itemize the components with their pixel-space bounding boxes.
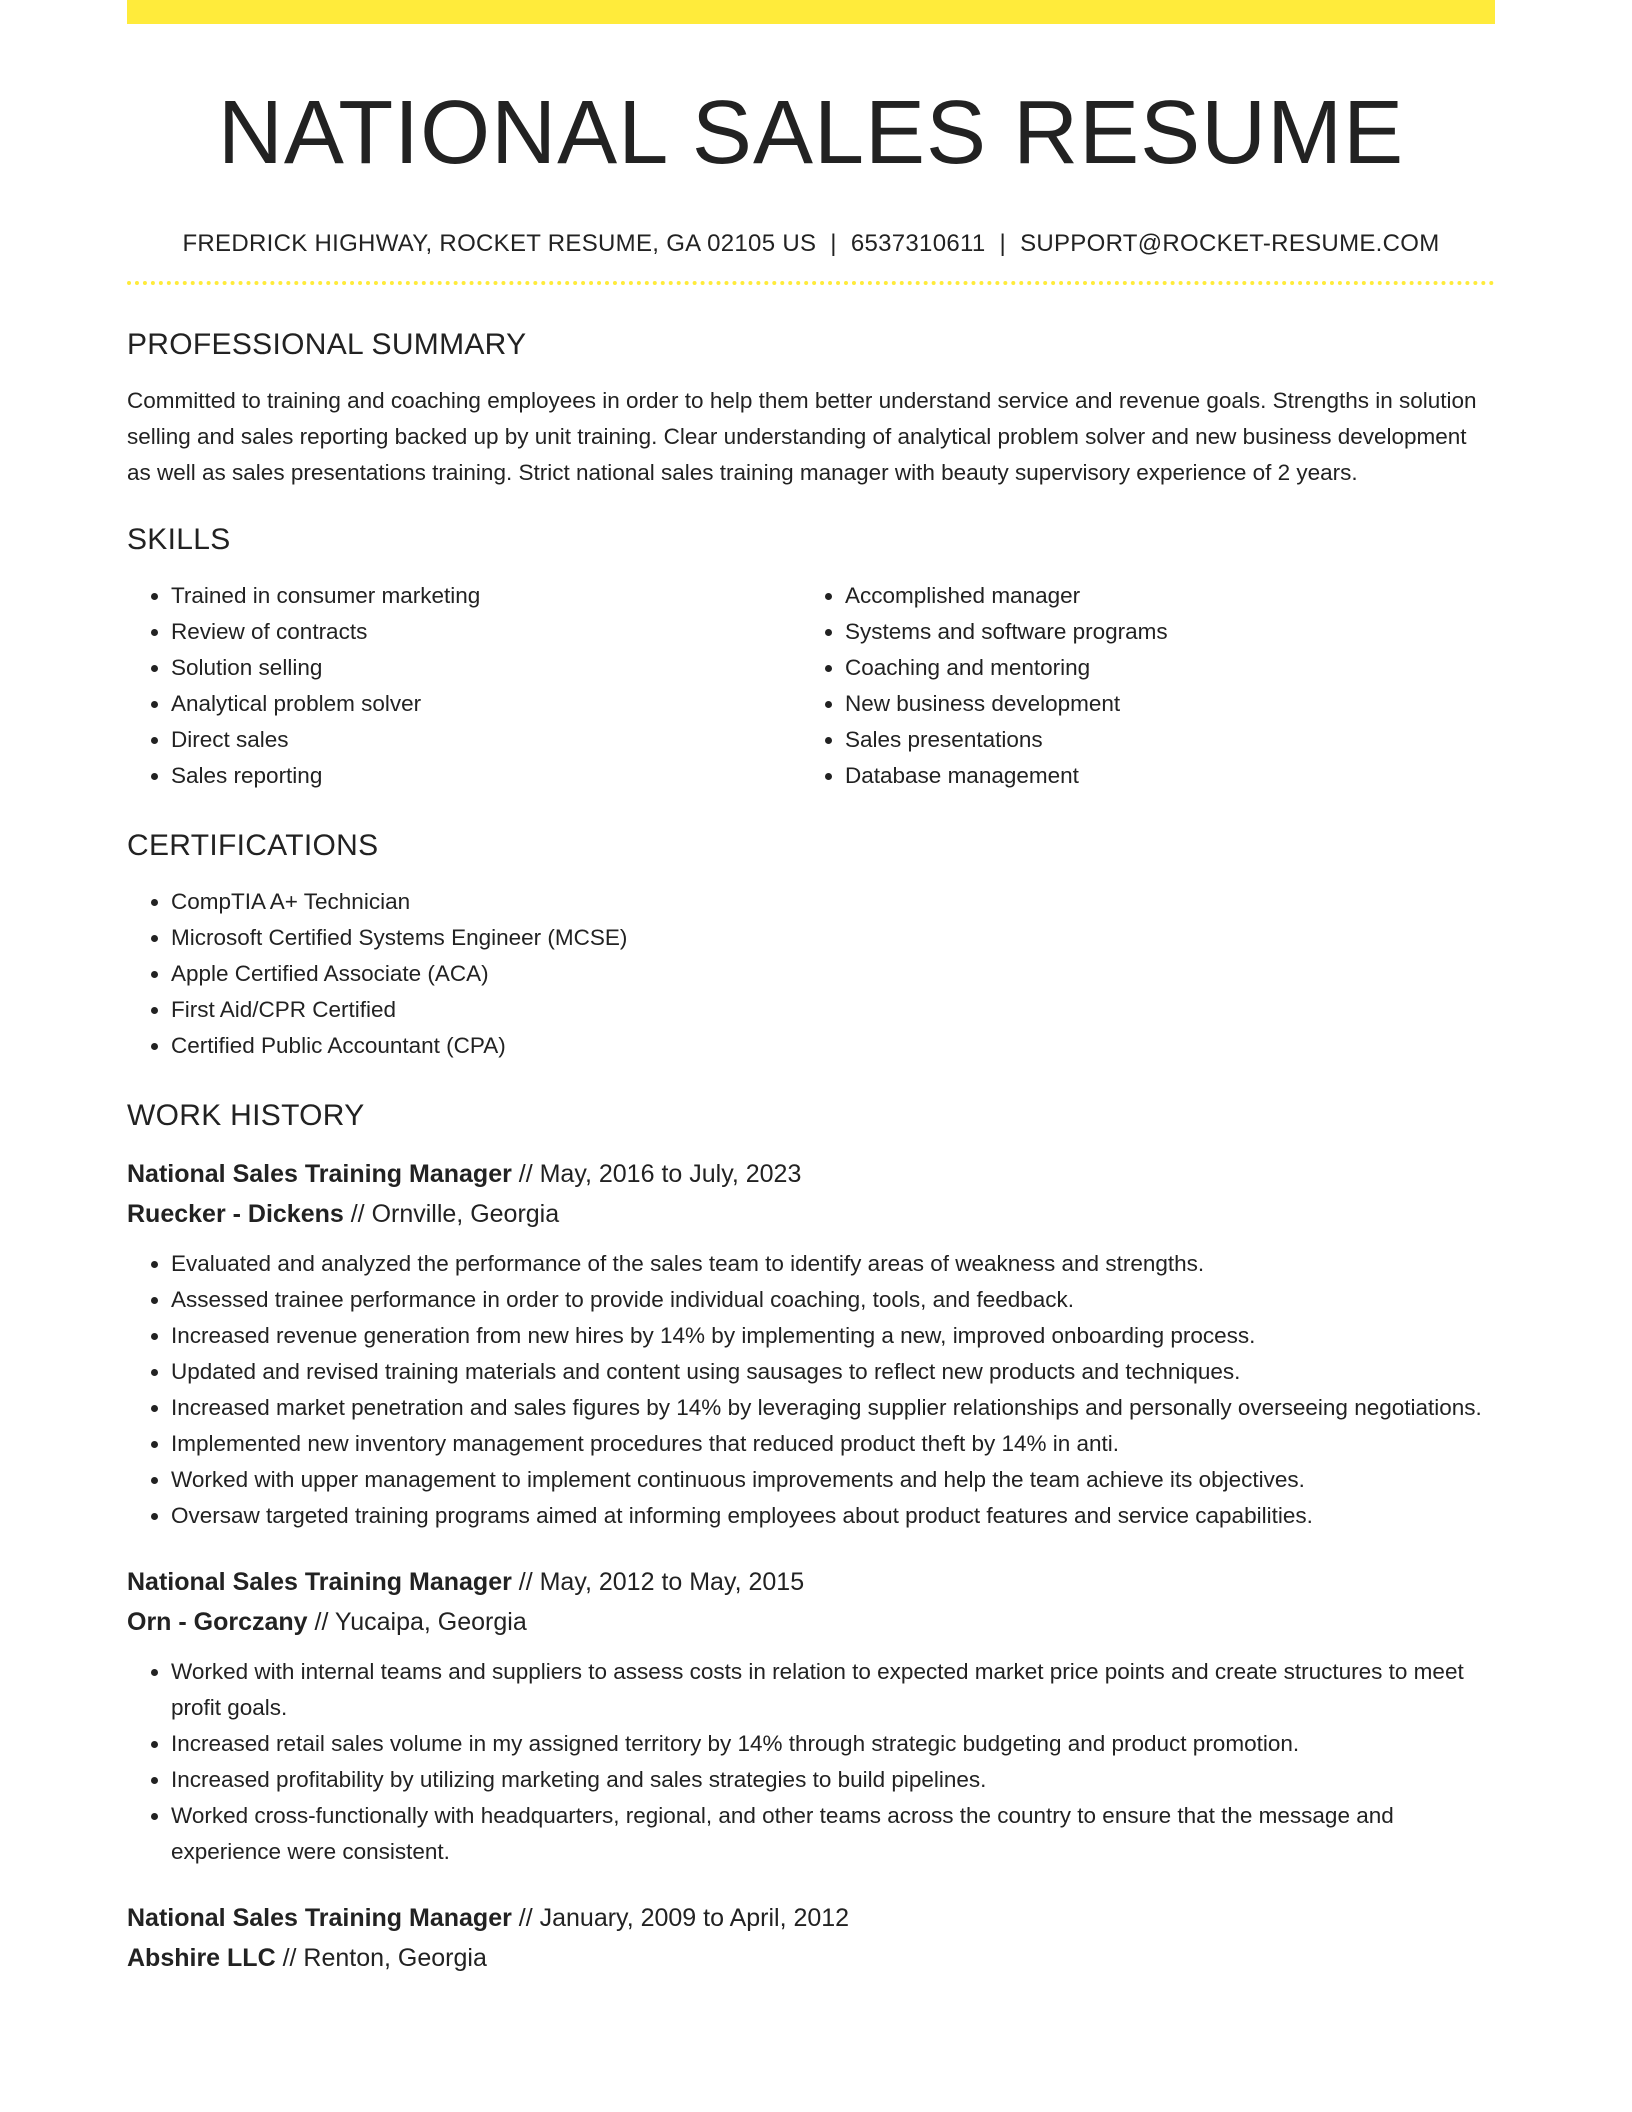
job-bullet: • Increased profitability by utilizing marketing and sales strategies to build pipelines. — [171, 1762, 1495, 1798]
certification-item: • Apple Certified Associate (ACA) — [171, 956, 1495, 992]
certification-item: • CompTIA A+ Technician — [171, 884, 1495, 920]
skill-item: • Analytical problem solver — [171, 686, 801, 722]
skill-item: • Sales presentations — [845, 722, 1475, 758]
skill-item: • Review of contracts — [171, 614, 801, 650]
summary-heading: PROFESSIONAL SUMMARY — [127, 328, 527, 361]
job-location: // Renton, Georgia — [275, 1944, 487, 1972]
job-bullet: • Increased revenue generation from new hires by 14% by implementing a new, improved onboarding process. — [171, 1318, 1495, 1354]
contact-line — [127, 229, 1495, 259]
job-bullet: • Oversaw targeted training programs aimed at informing employees about product features and service capabilities. — [171, 1498, 1495, 1534]
job-bullets — [127, 1246, 1495, 1534]
job-role: National Sales Training Manager — [127, 1568, 512, 1596]
skill-item: • Accomplished manager — [845, 578, 1475, 614]
skills-right-column — [801, 578, 1475, 794]
job-location: // Yucaipa, Georgia — [307, 1608, 527, 1636]
skill-item: • Coaching and mentoring — [845, 650, 1475, 686]
certification-item: • Microsoft Certified Systems Engineer (MCSE) — [171, 920, 1495, 956]
skill-item: • Database management — [845, 758, 1475, 794]
job-dates: // May, 2016 to July, 2023 — [511, 1160, 802, 1188]
skill-item: • Solution selling — [171, 650, 801, 686]
contact-separator: | — [999, 230, 1007, 257]
job-company: Ruecker - Dickens — [127, 1200, 344, 1228]
certifications-heading: CERTIFICATIONS — [127, 829, 379, 862]
job-dates: // May, 2012 to May, 2015 — [511, 1568, 805, 1596]
certifications-list — [127, 884, 1495, 1064]
skills-columns — [127, 578, 1495, 794]
skill-item: • Trained in consumer marketing — [171, 578, 801, 614]
job-bullet: • Updated and revised training materials and content using sausages to reflect new products and techniques. — [171, 1354, 1495, 1390]
summary-text: Committed to training and coaching employees in order to help them better understand service and revenue goals. Strengths in solution selling and sales reporting backed up by unit training. Clear understanding of analytical problem solver and new business development as well as sales presentations training. Strict national sales training manager with beauty supervisory experience of 2 years. — [127, 388, 1477, 485]
skill-item: • Systems and software programs — [845, 614, 1475, 650]
skills-heading: SKILLS — [127, 523, 231, 556]
job-bullet: • Increased retail sales volume in my assigned territory by 14% through strategic budgeting and product promotion. — [171, 1726, 1495, 1762]
job-location: // Ornville, Georgia — [343, 1200, 560, 1228]
job-bullet: • Worked with internal teams and suppliers to assess costs in relation to expected market price points and create structures to meet profit goals. — [171, 1654, 1495, 1726]
job-bullet: • Evaluated and analyzed the performance of the sales team to identify areas of weakness and strengths. — [171, 1246, 1495, 1282]
job-bullet: • Worked with upper management to implement continuous improvements and help the team achieve its objectives. — [171, 1462, 1495, 1498]
job-company: Abshire LLC — [127, 1944, 276, 1972]
skill-item: • Direct sales — [171, 722, 801, 758]
job-company-line — [127, 1194, 1495, 1234]
job-bullet: • Increased market penetration and sales figures by 14% by leveraging supplier relationships and personally overseeing negotiations. — [171, 1390, 1495, 1426]
contact-phone: 6537310611 — [850, 230, 986, 257]
resume-page — [127, 0, 1495, 1978]
job-bullets — [127, 1654, 1495, 1870]
contact-email: SUPPORT@ROCKET-RESUME.COM — [1020, 230, 1440, 257]
job-title-line — [127, 1898, 1495, 1938]
resume-title: NATIONAL SALES RESUME — [217, 83, 1405, 183]
contact-separator: | — [830, 230, 837, 257]
job-bullet: • Worked cross-functionally with headquarters, regional, and other teams across the country to ensure that the message and experience were consistent. — [171, 1798, 1495, 1870]
job-dates: // January, 2009 to April, 2012 — [511, 1904, 850, 1932]
work-history-heading: WORK HISTORY — [127, 1099, 365, 1132]
job-company-line — [127, 1602, 1495, 1642]
job-title-line — [127, 1154, 1495, 1194]
job-bullet: • Assessed trainee performance in order to provide individual coaching, tools, and feedback. — [171, 1282, 1495, 1318]
certification-item: • First Aid/CPR Certified — [171, 992, 1495, 1028]
job-company: Orn - Gorczany — [127, 1608, 308, 1636]
skills-left-column — [127, 578, 801, 794]
contact-address: FREDRICK HIGHWAY, ROCKET RESUME, GA 02105 US — [182, 230, 817, 257]
job-role: National Sales Training Manager — [127, 1160, 512, 1188]
job-company-line — [127, 1938, 1495, 1978]
accent-top-bar — [127, 0, 1495, 24]
dotted-divider — [127, 281, 1495, 285]
job-title-line — [127, 1562, 1495, 1602]
skill-item: • Sales reporting — [171, 758, 801, 794]
job-bullet: • Implemented new inventory management procedures that reduced product theft by 14% in anti. — [171, 1426, 1495, 1462]
skill-item: • New business development — [845, 686, 1475, 722]
certification-item: • Certified Public Accountant (CPA) — [171, 1028, 1495, 1064]
job-role: National Sales Training Manager — [127, 1904, 512, 1932]
